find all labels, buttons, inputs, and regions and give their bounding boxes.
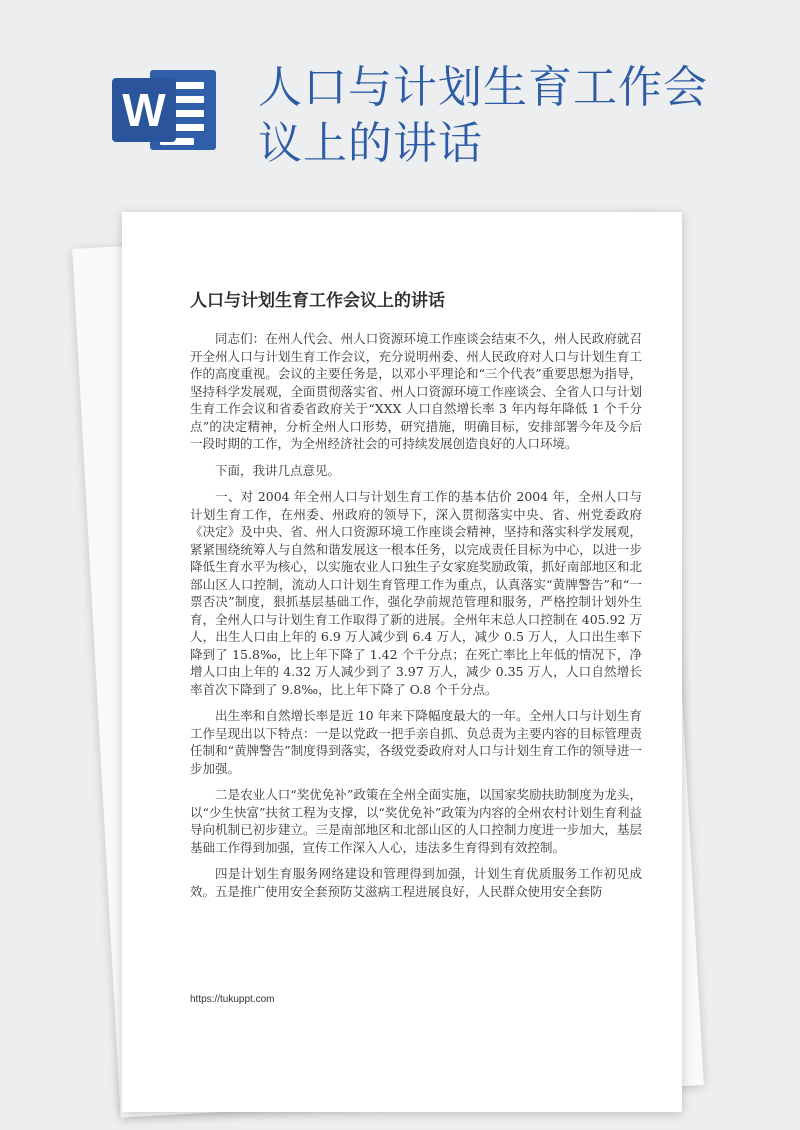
document-body bbox=[190, 330, 642, 909]
paragraph: 二是农业人口“奖优免补”政策在全州全面实施，以国家奖励扶助制度为龙头，以“少生快富”扶贫工程为支撑，以“奖优免补”政策为内容的全州农村计划生育利益导向机制已初步建立。三是南部地区和北部山区的人口控制力度进一步加大，基层基础工作得到加强，宣传工作深入人心，违法多生育得到有效控制。 bbox=[190, 787, 642, 855]
paragraph: 同志们：在州人代会、州人口资源环境工作座谈会结束不久，州人民政府就召开全州人口与计划生育工作会议，充分说明州委、州人民政府对人口与计划生育工作的高度重视。会议的主要任务是，以邓小平理论和“三个代表”重要思想为指导，坚持科学发展观，全面贯彻落实省、州人口资源环境工作座谈会、全省人口与计划生育工作会议和省委省政府关于“XXX 人口自然增长率 3 年内每年降低 1 个千分点”的决定精神，分析全州人口形势，研究措施，明确目标，安排部署今年及今后一段时期的工作，为全州经济社会的可持续发展创造良好的人口环境。 bbox=[190, 331, 642, 451]
paragraph: 一、对 2004 年全州人口与计划生育工作的基本估价 2004 年，全州人口与计划生育工作，在州委、州政府的领导下，深入贯彻落实中央、省、州党委政府《决定》及中央、省、州人口资源环境工作座谈会精神，坚持和落实科学发展观，紧紧围绕统筹人与自然和谐发展这一根本任务，以完成责任目标为中心，以进一步降低生育水平为核心，以实施农业人口独生子女家庭奖励政策，抓好南部地区和北部山区人口控制，流动人口计划生育管理工作为重点，认真落实“黄牌警告”和“一票否决”制度，狠抓基层基础工作，强化孕前规范管理和服务，严格控制计划外生育，全州人口与计划生育工作取得了新的进展。全州年末总人口控制在 405.92 万人，出生人口由上年的 6.9 万人减少到 6.4 万人，减少 0.5 万人，人口出生率下降到了 15.8‰，比上年下降了 1.42 个千分点；在死亡率比上年低的情况下，净增人口由上年的 4.32 万人减少到了 3.97 万人，减少 0.35 万人，人口自然增长率首次下降到了 9.8‰，比上年下降了 O.8 个千分点。 bbox=[190, 489, 642, 697]
document-page bbox=[122, 212, 682, 1112]
word-letter-badge: W bbox=[112, 78, 176, 142]
paragraph: 四是计划生育服务网络建设和管理得到加强，计划生育优质服务工作初见成效。五是推广使用安全套预防艾滋病工程进展良好，人民群众使用安全套防 bbox=[190, 866, 642, 899]
banner-title: 人口与计划生育工作会议上的讲话 bbox=[258, 62, 708, 169]
paragraph: 下面，我讲几点意见。 bbox=[215, 462, 341, 478]
footer-url: https://tukuppt.com bbox=[190, 994, 275, 1005]
document-title: 人口与计划生育工作会议上的讲话 bbox=[190, 291, 445, 311]
word-document-icon bbox=[112, 70, 216, 150]
paragraph: 出生率和自然增长率是近 10 年来下降幅度最大的一年。全州人口与计划生育工作呈现出以下特点：一是以党政一把手亲自抓、负总责为主要内容的目标管理责任制和“黄牌警告”制度得到落实，各级党委政府对人口与计划生育工作的领导进一步加强。 bbox=[190, 708, 642, 776]
